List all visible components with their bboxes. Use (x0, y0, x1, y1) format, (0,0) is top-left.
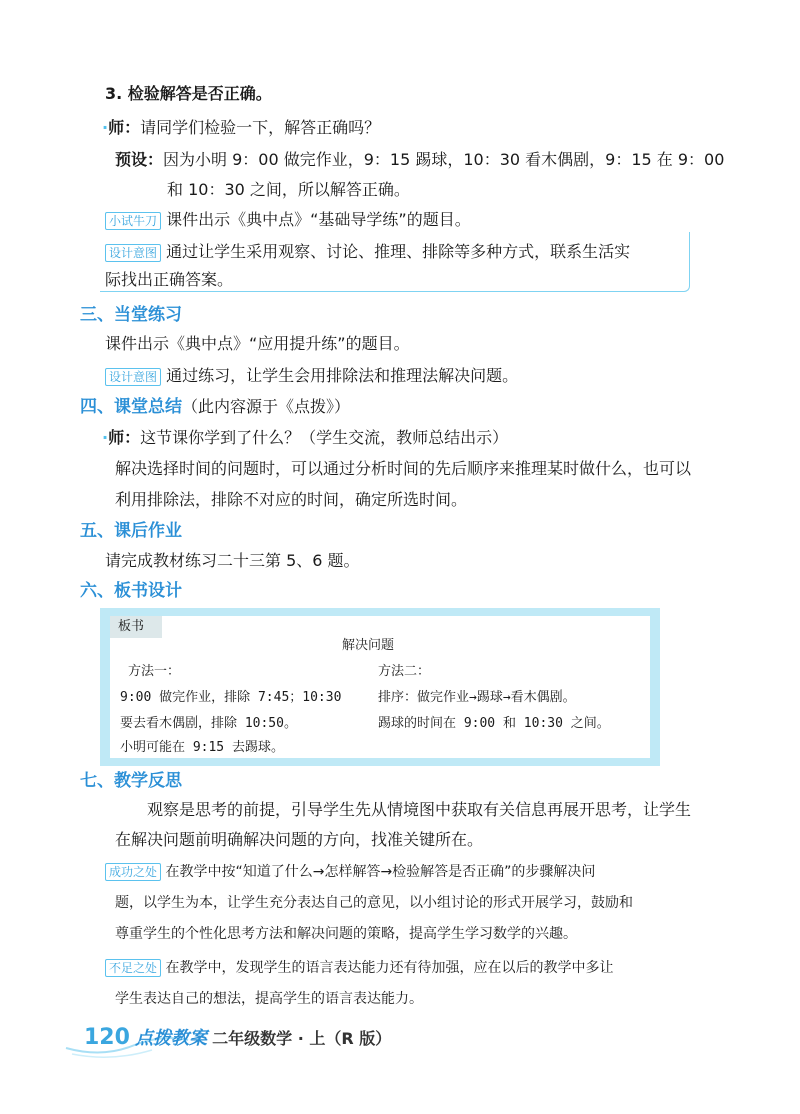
preset-label: 预设： (115, 150, 164, 169)
section-3-text: 课件出示《典中点》“应用提升练”的题目。 (105, 334, 410, 353)
design-2-line (105, 366, 518, 386)
section-3-heading: 三、当堂练习 (80, 305, 182, 325)
section-6-heading: 六、板书设计 (80, 581, 182, 601)
teacher-question-1: 请同学们检验一下，解答正确吗？ (140, 118, 381, 137)
brand-logo: 点拨教案 (135, 1028, 208, 1049)
lack-tag: 不足之处 (105, 959, 161, 977)
board-left-2: 9:00 做完作业，排除 7:45；10:30 (120, 690, 342, 705)
board-tag: 板书 (110, 616, 162, 638)
step-3-heading: 3. 检验解答是否正确。 (105, 84, 272, 103)
preset-line-1 (115, 150, 724, 170)
teacher-label-2: 师： (108, 428, 141, 447)
summary-line-2: 利用排除法，排除不对应的时间，确定所选时间。 (115, 490, 468, 509)
blackboard-design (100, 608, 660, 766)
book-subtitle: 二年级数学 · 上（R 版） (212, 1029, 392, 1048)
lack-line-1 (105, 958, 613, 978)
design-line-1 (105, 242, 630, 262)
reflect-line-2: 在解决问题前明确解决问题的方向，找准关键所在。 (115, 830, 484, 849)
board-title: 解决问题 (342, 638, 395, 653)
try-line (105, 210, 471, 230)
board-left-1: 方法一： (128, 664, 181, 679)
success-tag: 成功之处 (105, 863, 161, 881)
teacher-label: 师： (108, 118, 141, 137)
teacher-question-2: 这节课你学到了什么？（学生交流，教师总结出示） (140, 428, 509, 447)
try-text: 课件出示《典中点》“基础导学练”的题目。 (166, 210, 471, 229)
section-7-heading: 七、教学反思 (80, 771, 182, 791)
board-left-3: 要去看木偶剧，排除 10:50。 (120, 716, 297, 731)
success-text-1: 在教学中按“知道了什么→怎样解答→检验解答是否正确”的步骤解决问 (165, 864, 596, 880)
lack-text-2: 学生表达自己的想法，提高学生的语言表达能力。 (115, 991, 423, 1007)
summary-line-1: 解决选择时间的问题时，可以通过分析时间的先后顺序来推理某时做什么，也可以 (115, 459, 692, 478)
bullet-dot-icon: · (102, 428, 109, 447)
success-line-1 (105, 862, 595, 882)
design-2-text: 通过练习，让学生会用排除法和推理法解决问题。 (166, 366, 519, 385)
success-text-2: 题，以学生为本，让学生充分表达自己的意见，以小组讨论的形式开展学习，鼓励和 (115, 895, 633, 911)
page-number: 120 (84, 1025, 130, 1050)
design-2-tag: 设计意图 (105, 368, 161, 386)
design-tag: 设计意图 (105, 244, 161, 262)
section-5-heading: 五、课后作业 (80, 521, 182, 541)
section-4-heading: 四、课堂总结 (80, 397, 182, 417)
board-left-4: 小明可能在 9:15 去踢球。 (120, 740, 284, 755)
section-5-text: 请完成教材练习二十三第 5、6 题。 (105, 551, 360, 570)
teacher-line-2 (102, 428, 508, 448)
blackboard-inner (110, 616, 650, 758)
preset-text-1: 因为小明 9：00 做完作业，9：15 踢球，10：30 看木偶剧，9：15 在 9：00 (163, 150, 725, 169)
reflect-line-1: 观察是思考的前提，引导学生先从情境图中获取有关信息再展开思考，让学生 (147, 800, 692, 819)
try-tag: 小试牛刀 (105, 212, 161, 230)
preset-text-2: 和 10：30 之间，所以解答正确。 (167, 180, 410, 199)
section-4-note: （此内容源于《点拨》） (182, 397, 351, 416)
teacher-line-1 (102, 118, 380, 138)
design-text-2: 际找出正确答案。 (105, 270, 234, 289)
board-right-3: 踢球的时间在 9:00 和 10:30 之间。 (378, 716, 610, 731)
footer (84, 1024, 391, 1050)
success-text-3: 尊重学生的个性化思考方法和解决问题的策略，提高学生学习数学的兴趣。 (115, 926, 577, 942)
lack-text-1: 在教学中，发现学生的语言表达能力还有待加强，应在以后的教学中多让 (165, 960, 614, 976)
section-4-heading-row (80, 396, 350, 418)
design-text-1: 通过让学生采用观察、讨论、推理、排除等多种方式，联系生活实 (166, 242, 631, 261)
board-right-2: 排序：做完作业→踢球→看木偶剧。 (378, 690, 576, 705)
bullet-dot-icon: · (102, 118, 109, 137)
board-right-1: 方法二： (378, 664, 431, 679)
